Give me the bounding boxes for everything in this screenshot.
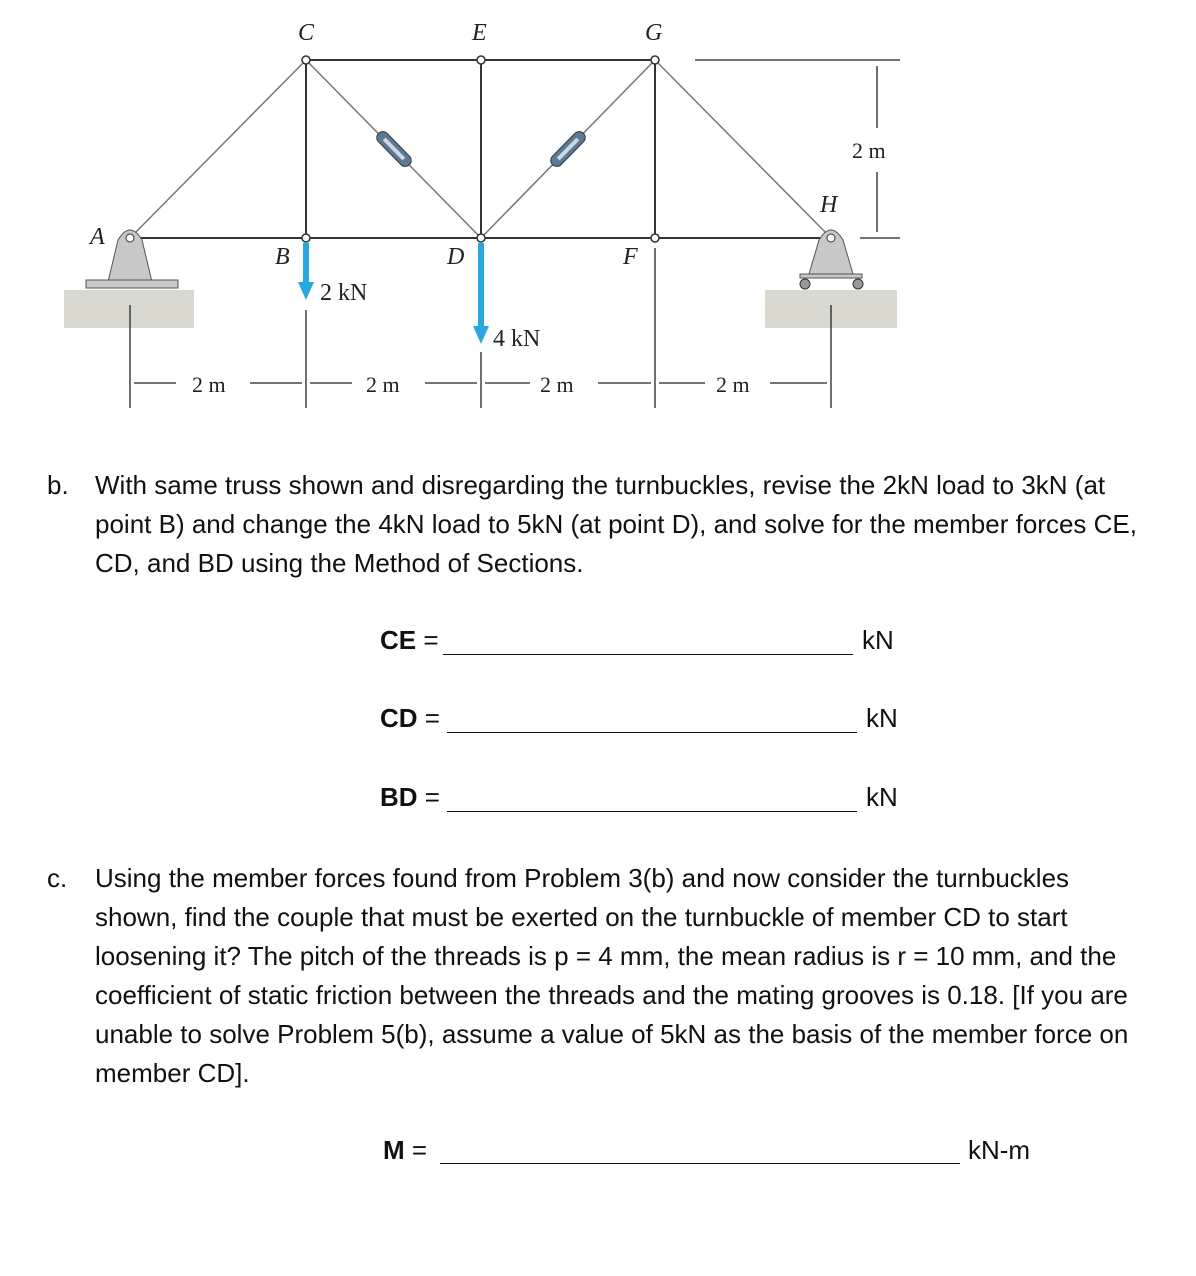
turnbuckle-dg-icon (548, 129, 587, 169)
dim-label-2: 2 m (366, 372, 400, 397)
dim-label-3: 2 m (540, 372, 574, 397)
answer-bd-blank[interactable] (447, 811, 857, 812)
answer-bd-key: BD (380, 782, 418, 812)
answer-bd-eq: = (417, 782, 440, 812)
answer-cd-eq: = (417, 703, 440, 733)
turnbuckle-cd-icon (374, 129, 413, 169)
load-arrow-b (298, 243, 314, 300)
node-label-g: G (645, 20, 663, 46)
load-label-d: 4 kN (493, 326, 541, 352)
node-label-a: A (90, 224, 105, 250)
answer-cd-blank[interactable] (447, 732, 857, 733)
node-label-c: C (298, 20, 315, 46)
truss-diagram (0, 0, 1196, 420)
answer-ce-unit: kN (862, 625, 894, 655)
truss-members (130, 60, 831, 238)
answer-bd-unit: kN (866, 782, 898, 812)
node-label-e: E (472, 20, 487, 46)
answer-ce-blank[interactable] (443, 654, 853, 655)
node-label-f: F (623, 244, 638, 270)
part-b-marker: b. (47, 470, 69, 500)
answer-m-eq: = (404, 1135, 428, 1165)
dimension-lines (130, 60, 900, 408)
ground-left (64, 290, 194, 328)
part-c-marker: c. (47, 863, 68, 893)
answer-m-blank[interactable] (440, 1163, 960, 1164)
answer-ce-label (380, 625, 439, 656)
dim-label-1: 2 m (192, 372, 226, 397)
answer-m-key: M (383, 1135, 405, 1165)
answer-m-unit: kN-m (968, 1135, 1031, 1165)
part-c-text: Using the member forces found from Problem 3(b) and now consider the turnbuckles shown, find the couple that must be exerted on the turnbuckle of member CD to start loosening it? The pitch of the threads is p = 4 mm, the mean radius is r = 10 mm, and the coefficient of static friction between the threads and the mating grooves is 0.18. [If you are unable to solve Problem 5(b), assume a value of 5kN as the basis of the member force on member CD]. (95, 863, 1129, 1088)
node-label-b: B (275, 244, 290, 270)
answer-cd-label (380, 703, 440, 734)
load-arrow-d (473, 243, 489, 344)
dim-label-4: 2 m (716, 372, 750, 397)
answer-ce-key: CE (380, 625, 417, 655)
answer-ce-eq: = (416, 625, 439, 655)
answer-m-label (383, 1135, 427, 1166)
node-label-h: H (820, 192, 838, 218)
answer-bd-label (380, 782, 440, 813)
answer-cd-unit: kN (866, 703, 898, 733)
part-b-text: With same truss shown and disregarding the turnbuckles, revise the 2kN load to 3kN (at point B) and change the 4kN load to 5kN (at point D), and solve for the member forces CE, CD, and BD using the Method of Sections. (95, 470, 1137, 578)
node-label-d: D (447, 244, 465, 270)
answer-cd-key: CD (380, 703, 418, 733)
load-label-b: 2 kN (320, 280, 368, 306)
dim-label-height: 2 m (852, 138, 886, 163)
